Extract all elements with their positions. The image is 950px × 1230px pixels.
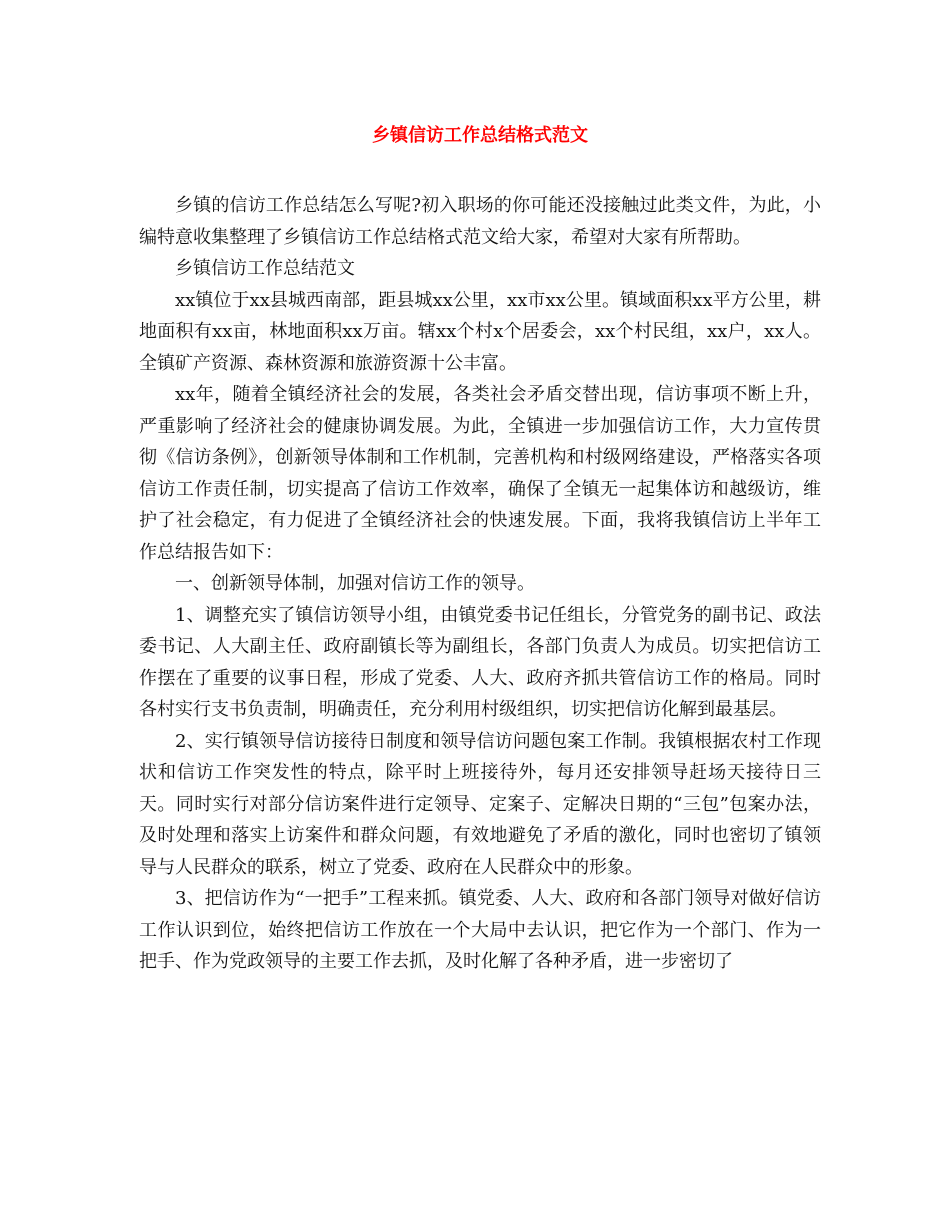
paragraph-item-2: 2、实行镇领导信访接待日制度和领导信访问题包案工作制。我镇根据农村工作现状和信访工作突发性的特点，除平时上班接待外，每月还安排领导赶场天接待日三天。同时实行对部分信访案件进行定领导、定案子、定解决日期的“三包”包案办法，及时处理和落实上访案件和群众问题，有效地避免了矛盾的激化，同时也密切了镇领导与人民群众的联系，树立了党委、政府在人民群众中的形象。	[139, 730, 821, 878]
paragraph-intro: 乡镇的信访工作总结怎么写呢?初入职场的你可能还没接触过此类文件，为此，小编特意收集整理了乡镇信访工作总结格式范文给大家，希望对大家有所帮助。	[139, 195, 821, 248]
document-title: 乡镇信访工作总结格式范文	[372, 125, 588, 146]
paragraph-subtitle: 乡镇信访工作总结范文	[175, 258, 355, 279]
paragraph-item-3: 3、把信访作为“一把手”工程来抓。镇党委、人大、政府和各部门领导对做好信访工作认识到位，始终把信访工作放在一个大局中去认识，把它作为一个部门、作为一把手、作为党政领导的主要工作去抓，及时化解了各种矛盾，进一步密切了	[139, 888, 821, 972]
document-body	[139, 190, 821, 978]
paragraph-background: xx年，随着全镇经济社会的发展，各类社会矛盾交替出现，信访事项不断上升，严重影响了经济社会的健康协调发展。为此，全镇进一步加强信访工作，大力宣传贯彻《信访条例》，创新领导体制和工作机制，完善机构和村级网络建设，严格落实各项信访工作责任制，切实提高了信访工作效率，确保了全镇无一起集体访和越级访，维护了社会稳定，有力促进了全镇经济社会的快速发展。下面，我将我镇信访上半年工作总结报告如下：	[139, 384, 821, 563]
paragraph-town-overview: xx镇位于xx县城西南部，距县城xx公里，xx市xx公里。镇域面积xx平方公里，耕地面积有xx亩，林地面积xx万亩。辖xx个村x个居委会，xx个村民组，xx户，xx人。全镇矿产资源、森林资源和旅游资源十公丰富。	[139, 289, 821, 374]
paragraph-section-heading-1: 一、创新领导体制，加强对信访工作的领导。	[175, 573, 535, 594]
paragraph-item-1: 1、调整充实了镇信访领导小组，由镇党委书记任组长，分管党务的副书记、政法委书记、人大副主任、政府副镇长等为副组长，各部门负责人为成员。切实把信访工作摆在了重要的议事日程，形成了党委、人大、政府齐抓共管信访工作的格局。同时各村实行支书负责制，明确责任，充分利用村级组织，切实把信访化解到最基层。	[139, 604, 821, 720]
